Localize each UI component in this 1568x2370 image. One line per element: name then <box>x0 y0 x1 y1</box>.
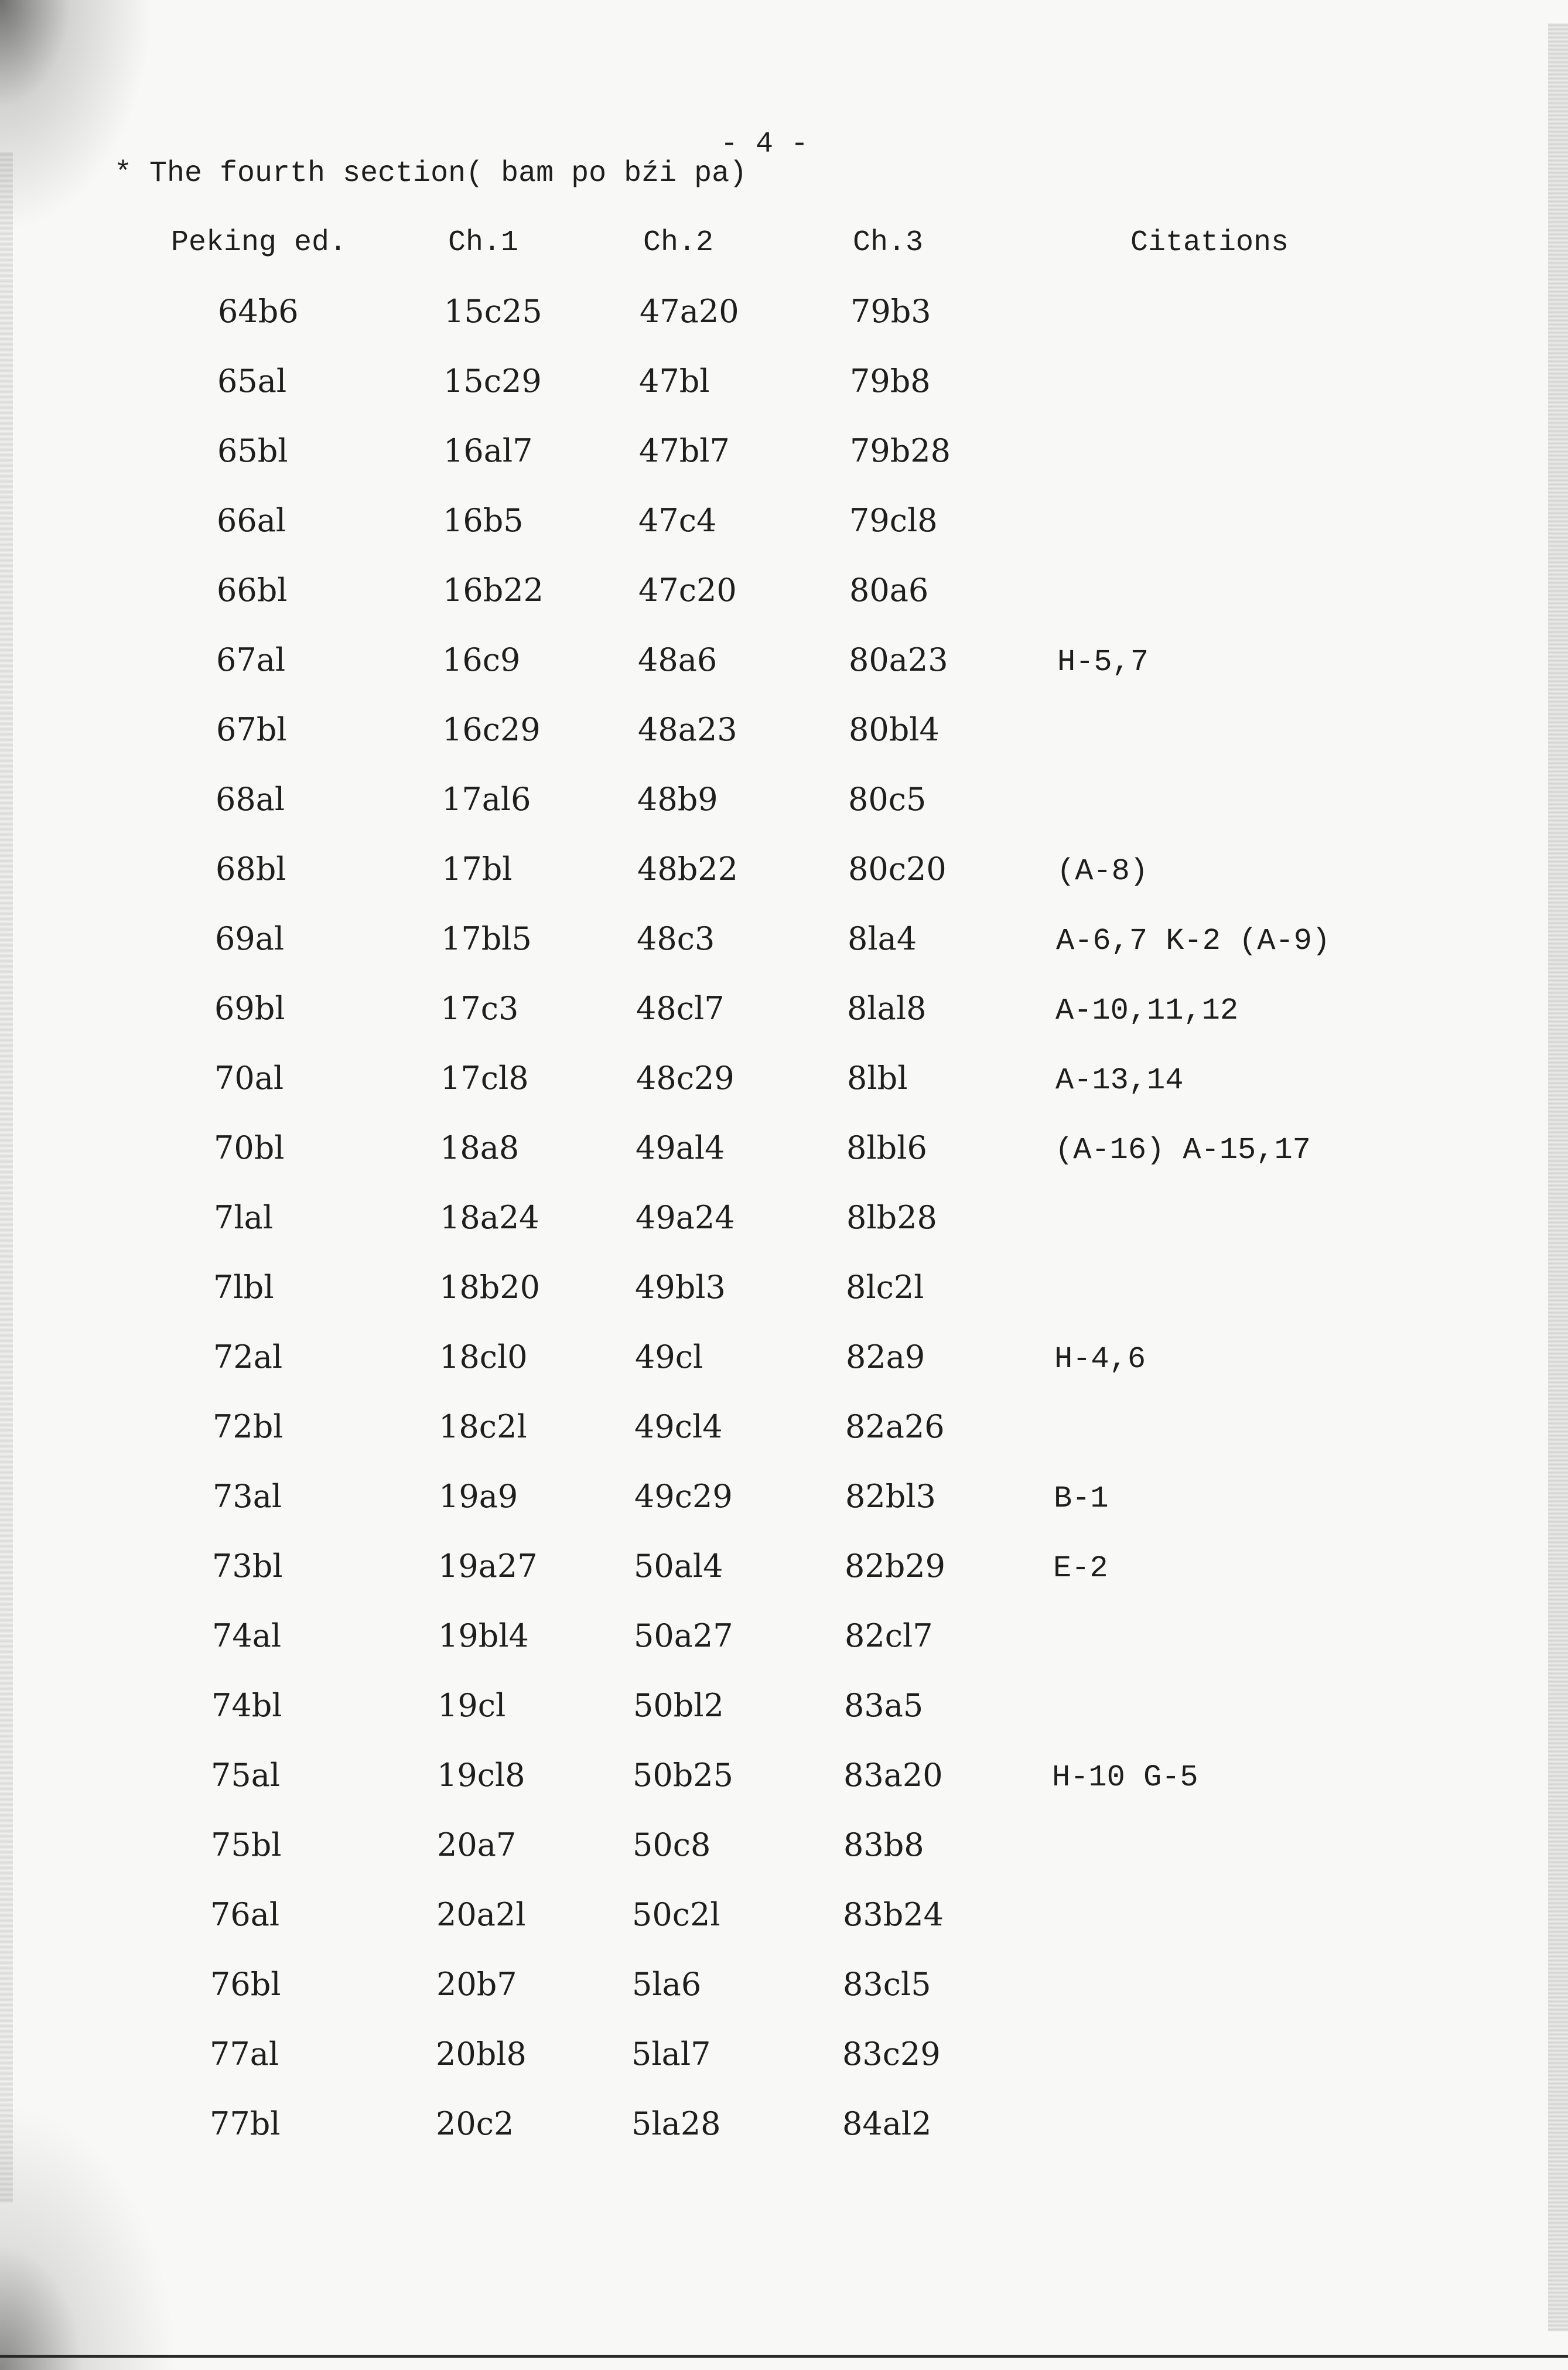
cell-ch1: 19bl4 <box>438 1617 529 1654</box>
table-row <box>0 851 1568 920</box>
cell-citations: (A-16) A-15,17 <box>1055 1133 1311 1167</box>
table-row <box>0 781 1568 851</box>
cell-ch2: 50al4 <box>634 1548 723 1584</box>
cell-ch3: 83c29 <box>842 2036 941 2072</box>
cell-ch3: 83a20 <box>843 1757 943 1794</box>
cell-ch2: 47a20 <box>640 293 739 330</box>
table-row <box>0 1757 1568 1826</box>
table-row <box>0 1199 1568 1269</box>
cell-ch2: 48b9 <box>637 781 718 818</box>
table-row <box>0 1060 1568 1129</box>
column-header-ch2: Ch.2 <box>643 226 714 259</box>
cell-ch1: 19a27 <box>438 1548 538 1584</box>
cell-ch1: 20c2 <box>436 2105 514 2142</box>
table-row <box>0 293 1568 363</box>
table-row <box>0 1129 1568 1199</box>
cell-ch2: 48c29 <box>636 1060 735 1097</box>
cell-ch1: 16b5 <box>443 502 524 539</box>
scan-bottom-edge <box>0 2355 1568 2358</box>
cell-peking-ed: 7lal <box>214 1199 274 1236</box>
column-header-ch3: Ch.3 <box>853 226 924 259</box>
cell-ch1: 17cl8 <box>440 1060 529 1097</box>
cell-peking-ed: 7lbl <box>213 1269 274 1306</box>
cell-ch2: 47bl <box>639 363 710 399</box>
cell-peking-ed: 66al <box>217 502 286 539</box>
table-row <box>0 2036 1568 2105</box>
table-row <box>0 990 1568 1060</box>
cell-citations: A-6,7 K-2 (A-9) <box>1056 924 1331 958</box>
table-row <box>0 1826 1568 1896</box>
cell-ch3: 83b24 <box>843 1896 944 1933</box>
cell-ch2: 50c8 <box>633 1826 711 1863</box>
cell-ch2: 50c2l <box>632 1896 720 1933</box>
cell-ch3: 80bl4 <box>849 711 940 748</box>
column-header-ch1: Ch.1 <box>448 226 519 259</box>
cell-ch1: 17bl <box>442 851 513 887</box>
cell-ch1: 18a24 <box>440 1199 539 1236</box>
cell-ch3: 8lbl <box>847 1060 908 1097</box>
cell-ch1: 17c3 <box>440 990 519 1027</box>
column-header-peking-ed: Peking ed. <box>171 226 347 259</box>
cell-peking-ed: 69bl <box>214 990 285 1027</box>
page-number: - 4 - <box>720 128 809 161</box>
cell-ch2: 50a27 <box>634 1617 733 1654</box>
table-row <box>0 1617 1568 1687</box>
cell-peking-ed: 77al <box>210 2036 279 2072</box>
cell-ch1: 18a8 <box>440 1129 520 1166</box>
cell-peking-ed: 70bl <box>214 1129 285 1166</box>
table-row <box>0 502 1568 572</box>
cell-peking-ed: 68bl <box>216 851 286 887</box>
cell-peking-ed: 65bl <box>217 432 288 469</box>
cell-ch3: 80c20 <box>848 851 947 887</box>
cell-peking-ed: 66bl <box>217 572 288 609</box>
cell-ch1: 18b20 <box>439 1269 540 1306</box>
cell-ch2: 49al4 <box>636 1129 725 1166</box>
cell-peking-ed: 65al <box>217 363 287 399</box>
cell-peking-ed: 67al <box>216 641 286 678</box>
cell-peking-ed: 76bl <box>210 1966 281 2003</box>
cell-ch1: 19a9 <box>439 1478 518 1515</box>
cell-peking-ed: 68al <box>216 781 285 818</box>
table-row <box>0 572 1568 641</box>
cell-ch2: 47c4 <box>638 502 717 539</box>
cell-ch3: 80a6 <box>849 572 929 609</box>
cell-ch1: 15c29 <box>443 363 542 399</box>
cell-ch3: 80a23 <box>849 641 948 678</box>
cell-ch2: 47bl7 <box>639 432 730 469</box>
cell-ch3: 82cl7 <box>845 1617 933 1654</box>
cell-ch3: 79cl8 <box>849 502 938 539</box>
table-row <box>0 641 1568 711</box>
table-row <box>0 1269 1568 1338</box>
cell-ch3: 83b8 <box>843 1826 924 1863</box>
cell-ch2: 48cl7 <box>636 990 725 1027</box>
cell-ch1: 19cl8 <box>437 1757 525 1794</box>
section-title: * The fourth section( bam po bźi pa) <box>114 157 747 190</box>
cell-ch1: 18c2l <box>439 1408 527 1445</box>
cell-ch1: 17al6 <box>442 781 531 818</box>
cell-ch2: 48b22 <box>637 851 738 887</box>
cell-ch1: 20b7 <box>436 1966 517 2003</box>
cell-ch3: 80c5 <box>848 781 927 818</box>
cell-ch1: 16c29 <box>442 711 541 748</box>
cell-peking-ed: 70al <box>214 1060 284 1097</box>
cell-ch2: 48a23 <box>638 711 737 748</box>
cell-ch2: 48c3 <box>637 920 715 957</box>
table-row <box>0 2105 1568 2175</box>
cell-ch3: 8lbl6 <box>846 1129 927 1166</box>
cell-ch3: 82a26 <box>845 1408 945 1445</box>
table-row <box>0 1548 1568 1617</box>
cell-peking-ed: 73bl <box>212 1548 283 1584</box>
cell-ch2: 50b25 <box>633 1757 733 1794</box>
concordance-table <box>0 293 1568 2175</box>
cell-citations: (A-8) <box>1057 854 1149 889</box>
cell-ch2: 49bl3 <box>635 1269 726 1306</box>
cell-peking-ed: 72bl <box>213 1408 283 1445</box>
cell-ch2: 5lal7 <box>631 2036 711 2072</box>
cell-citations: H-5,7 <box>1057 645 1149 679</box>
cell-ch3: 8la4 <box>848 920 917 957</box>
cell-ch1: 16b22 <box>443 572 544 609</box>
cell-ch3: 83a5 <box>844 1687 924 1724</box>
table-row <box>0 1896 1568 1966</box>
cell-ch3: 82bl3 <box>845 1478 936 1515</box>
cell-peking-ed: 77bl <box>210 2105 281 2142</box>
cell-ch3: 82b29 <box>845 1548 945 1584</box>
cell-ch1: 16al7 <box>443 432 533 469</box>
cell-peking-ed: 76al <box>210 1896 280 1933</box>
cell-ch2: 47c20 <box>638 572 737 609</box>
cell-peking-ed: 73al <box>213 1478 282 1515</box>
cell-ch3: 82a9 <box>846 1338 925 1375</box>
cell-ch1: 15c25 <box>444 293 542 330</box>
column-header-citations: Citations <box>1130 226 1289 259</box>
cell-ch2: 49a24 <box>636 1199 735 1236</box>
table-row <box>0 432 1568 502</box>
table-row <box>0 1966 1568 2036</box>
table-row <box>0 711 1568 781</box>
cell-ch3: 8lc2l <box>846 1269 924 1306</box>
table-row <box>0 920 1568 990</box>
cell-peking-ed: 75bl <box>211 1826 282 1863</box>
cell-citations: H-10 G-5 <box>1052 1760 1198 1795</box>
table-row <box>0 1338 1568 1408</box>
cell-ch3: 79b28 <box>850 432 951 469</box>
cell-citations: A-10,11,12 <box>1055 993 1239 1028</box>
cell-peking-ed: 67bl <box>216 711 287 748</box>
cell-peking-ed: 75al <box>211 1757 281 1794</box>
cell-ch2: 5la6 <box>632 1966 702 2003</box>
cell-ch2: 49cl <box>635 1338 703 1375</box>
cell-ch1: 18cl0 <box>439 1338 528 1375</box>
cell-citations: B-1 <box>1054 1481 1109 1516</box>
cell-ch2: 49cl4 <box>634 1408 723 1445</box>
table-row <box>0 1408 1568 1478</box>
cell-ch2: 48a6 <box>638 641 718 678</box>
cell-ch1: 19cl <box>438 1687 506 1724</box>
cell-ch1: 20a2l <box>436 1896 526 1933</box>
cell-ch1: 17bl5 <box>441 920 532 957</box>
cell-ch1: 20bl8 <box>436 2036 527 2072</box>
cell-ch1: 16c9 <box>442 641 521 678</box>
cell-ch3: 79b3 <box>850 293 931 330</box>
cell-citations: A-13,14 <box>1055 1063 1184 1098</box>
cell-peking-ed: 72al <box>213 1338 283 1375</box>
cell-ch2: 5la28 <box>631 2105 721 2142</box>
cell-ch3: 83cl5 <box>843 1966 931 2003</box>
cell-citations: E-2 <box>1053 1551 1108 1586</box>
cell-ch2: 49c29 <box>634 1478 733 1515</box>
table-row <box>0 1687 1568 1757</box>
cell-ch1: 20a7 <box>437 1826 517 1863</box>
table-row <box>0 363 1568 432</box>
cell-peking-ed: 69al <box>215 920 285 957</box>
cell-ch3: 84al2 <box>842 2105 932 2142</box>
cell-ch3: 8lal8 <box>847 990 927 1027</box>
cell-peking-ed: 74bl <box>211 1687 282 1724</box>
cell-peking-ed: 64b6 <box>218 293 299 330</box>
cell-ch2: 50bl2 <box>633 1687 724 1724</box>
table-row <box>0 1478 1568 1548</box>
cell-ch3: 79b8 <box>850 363 931 399</box>
cell-peking-ed: 74al <box>212 1617 282 1654</box>
cell-citations: H-4,6 <box>1054 1342 1146 1377</box>
cell-ch3: 8lb28 <box>846 1199 937 1236</box>
